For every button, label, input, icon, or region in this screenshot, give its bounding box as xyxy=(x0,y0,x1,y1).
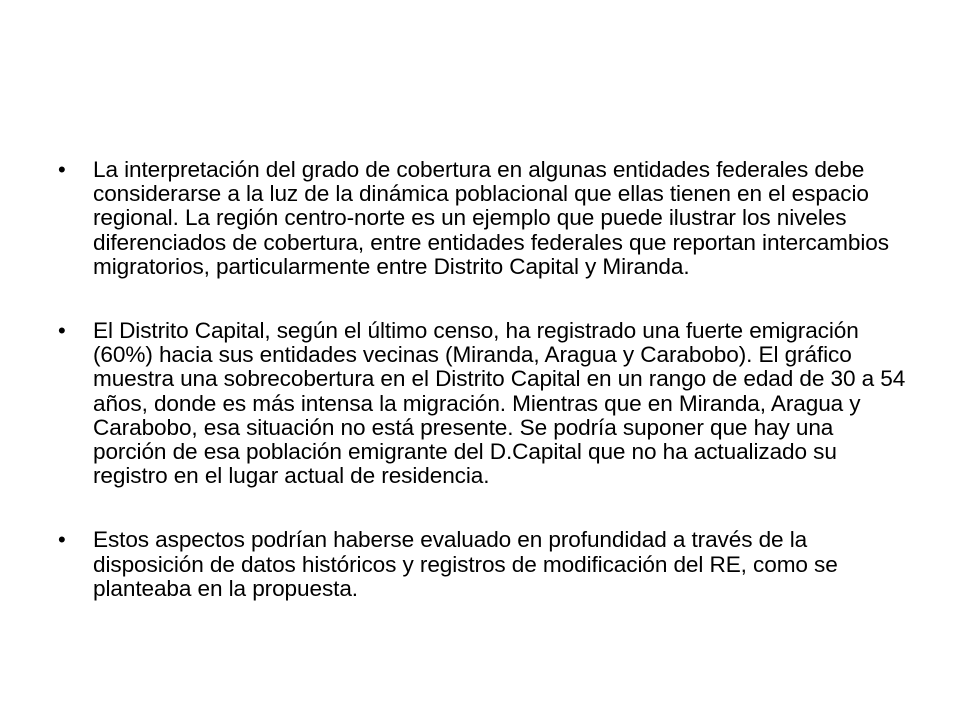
bullet-marker: • xyxy=(58,527,66,553)
bullet-text-3: Estos aspectos podrían haberse evaluado en profundidad a través de la disposición de datos históricos y registros de modificación del RE, como se planteaba en la propuesta. xyxy=(93,527,838,601)
bullet-marker: • xyxy=(58,157,66,182)
bullet-text-1: La interpretación del grado de cobertura en algunas entidades federales debe considerarse a la luz de la dinámica poblacional que ellas tienen en el espacio regional. La región centro-norte es un ejemplo que puede ilustrar los niveles diferenciados de cobertura, entre entidades federales que reportan intercambios migratorios, particularmente entre Distrito Capital y Miranda. xyxy=(93,157,889,279)
bullet-text-2: El Distrito Capital, según el último censo, ha registrado una fuerte emigración (60%) hacia sus entidades vecinas (Miranda, Aragua y Carabobo). El gráfico muestra una sobrecobertura en el Distrito Capital en un rango de edad de 30 a 54 años, donde es más intensa la migración. Mientras que en Miranda, Aragua y Carabobo, esa situación no está presente. Se podría suponer que hay una porción de esa población emigrante del D.Capital que no ha actualizado su registro en el lugar actual de residencia. xyxy=(93,318,906,489)
bullet-item-2 xyxy=(58,319,906,488)
bullet-item-3 xyxy=(58,528,906,601)
bullet-item-1 xyxy=(58,158,906,279)
bullet-marker: • xyxy=(58,318,66,344)
bullet-list xyxy=(58,158,906,641)
